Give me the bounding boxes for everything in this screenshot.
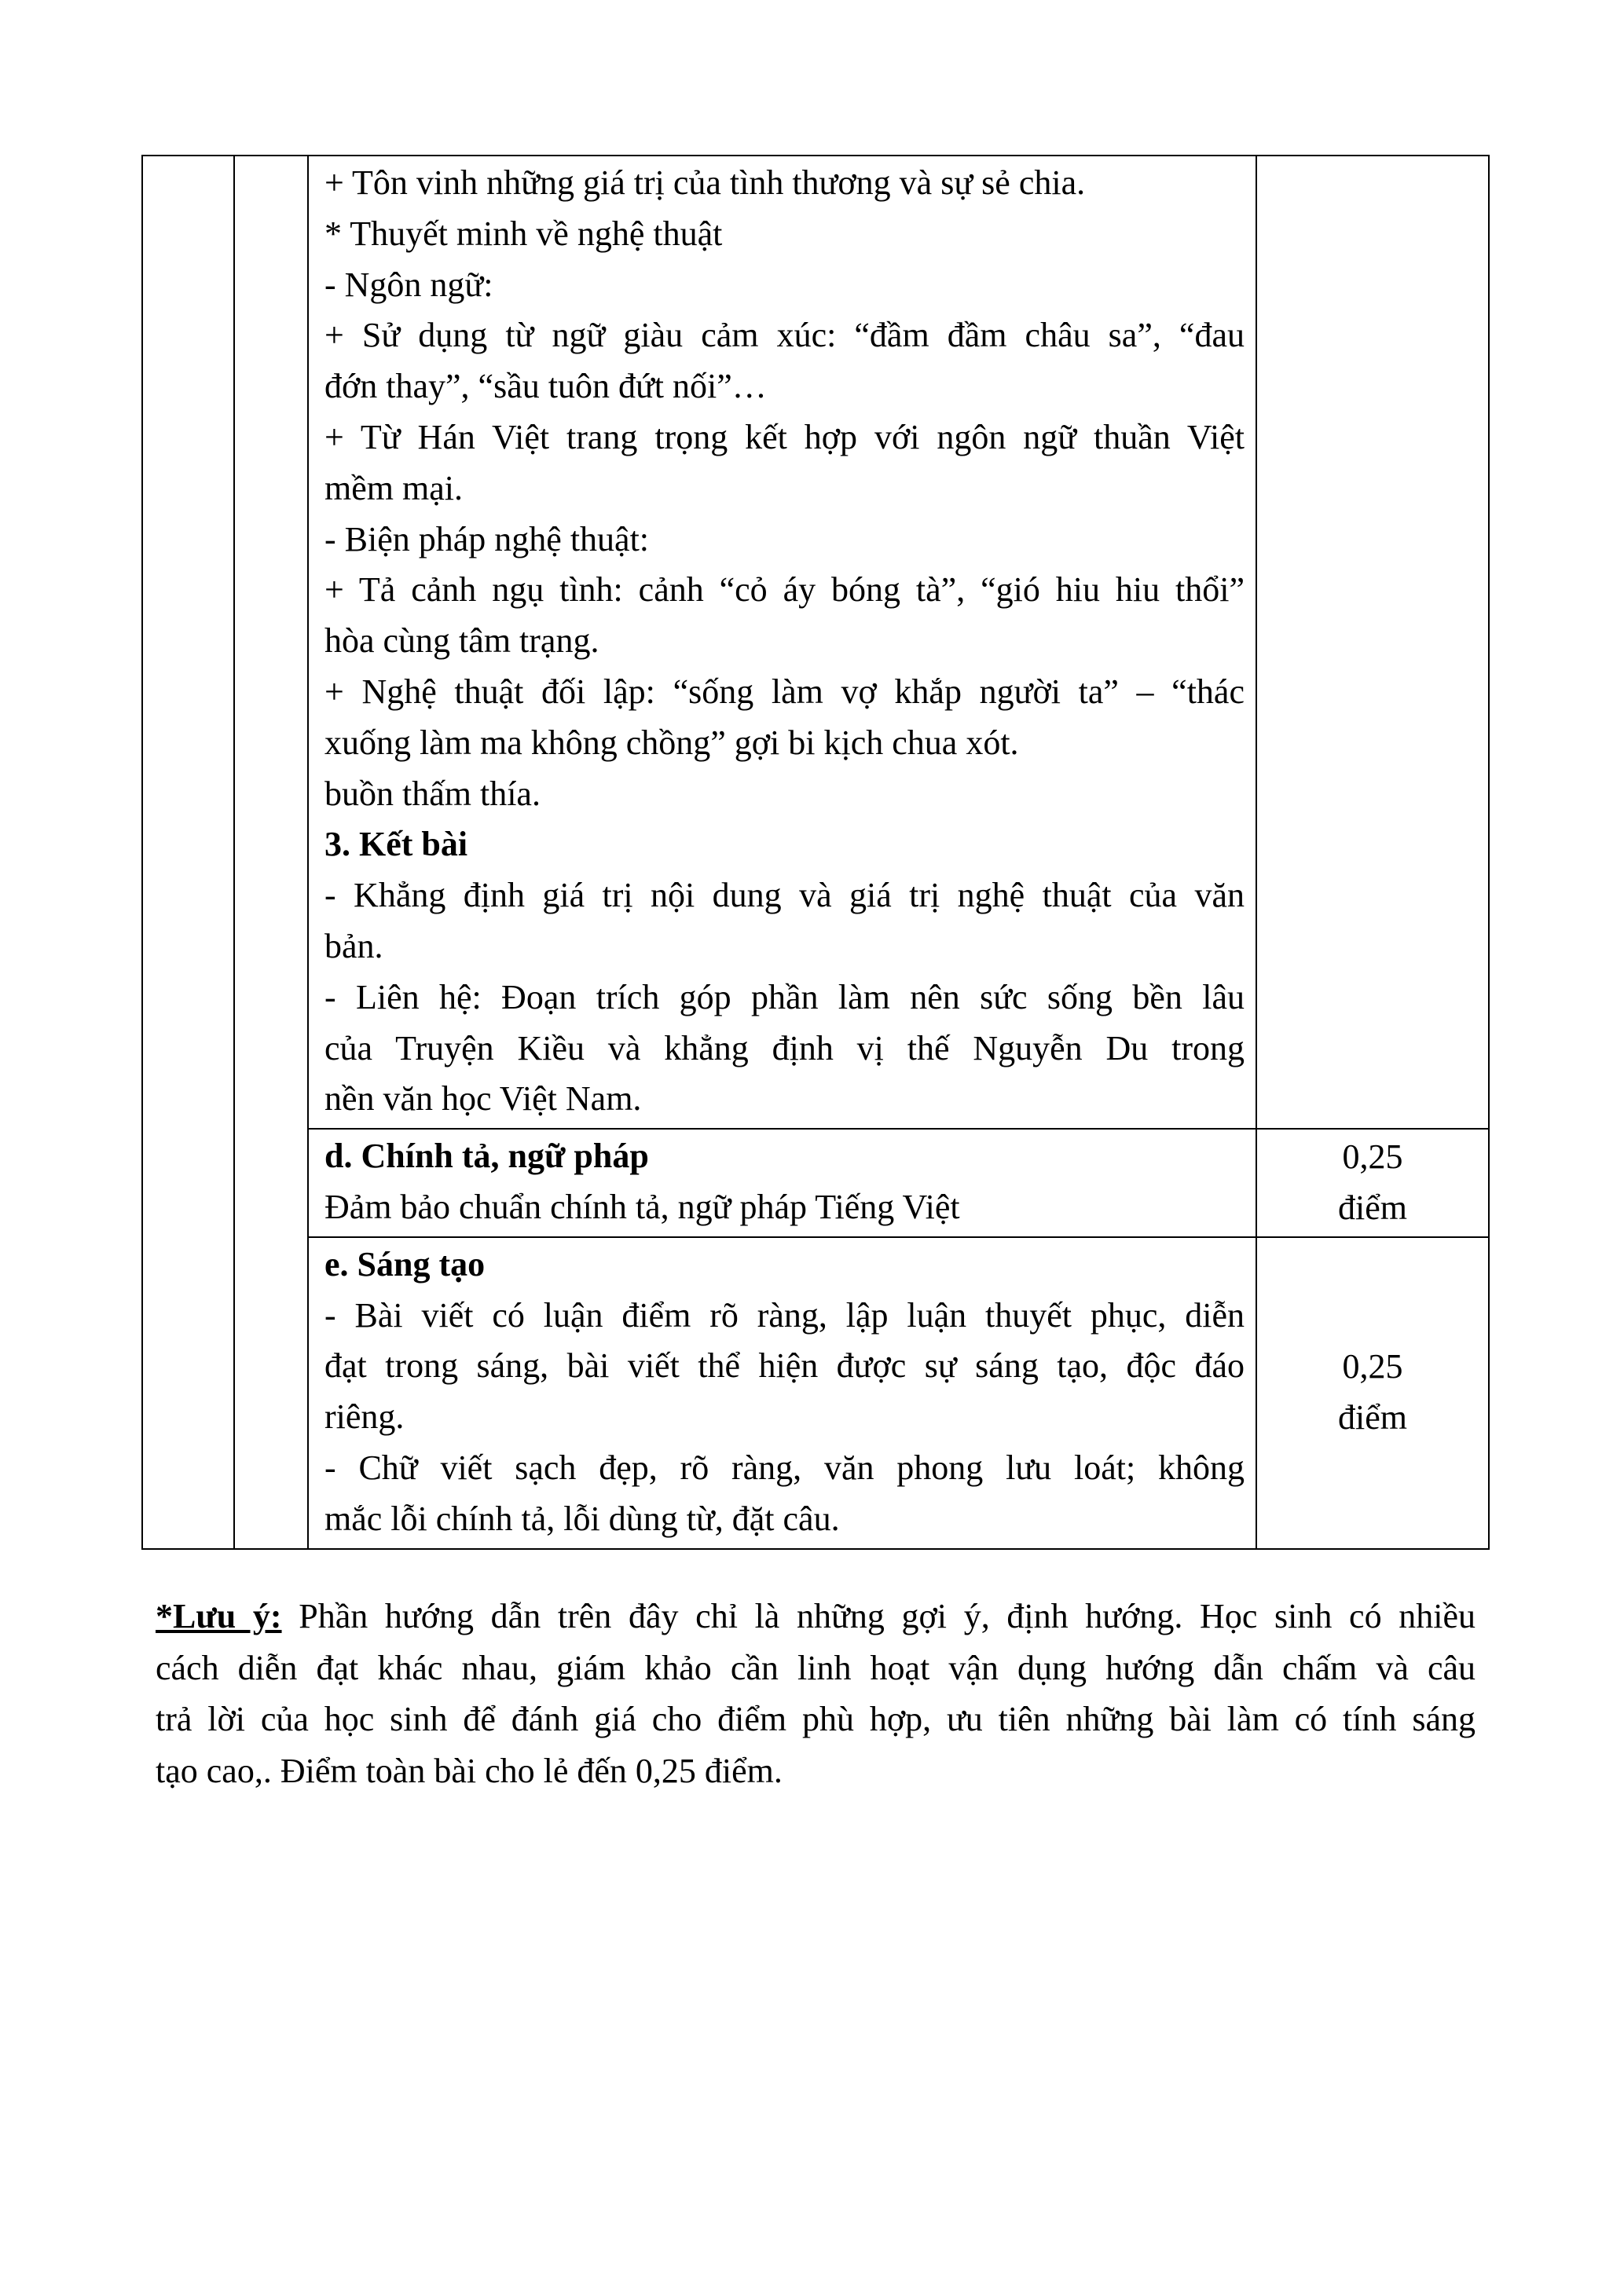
score-cell	[1256, 156, 1489, 1129]
text-line: * Thuyết minh về nghệ thuật	[324, 214, 723, 253]
text-line: + Từ Hán Việt trang trọng kết hợp với ngôn ngữ thuần Việt	[324, 417, 1245, 456]
note-text: cách diễn đạt khác nhau, giám khảo cần linh hoạt vận dụng hướng dẫn chấm và câu	[156, 1648, 1476, 1687]
table-row	[142, 156, 1489, 1129]
score-cell	[1256, 1237, 1489, 1549]
text-line: - Biện pháp nghệ thuật:	[324, 519, 650, 558]
text-line: - Chữ viết sạch đẹp, rõ ràng, văn phong lưu loát; không	[324, 1448, 1245, 1487]
text-line: xuống làm ma không chồng” gợi bi kịch chua xót.	[324, 723, 1019, 762]
text-line: của Truyện Kiều và khẳng định vị thế Nguyễn Du trong	[324, 1028, 1245, 1067]
text-line: đớn thay”, “sầu tuôn đứt nối”…	[324, 367, 767, 406]
score-text: điểm	[1338, 1398, 1407, 1437]
content-cell	[308, 1237, 1256, 1549]
score-text: 0,25	[1342, 1137, 1403, 1177]
empty-cell	[142, 156, 234, 1549]
text-line: đạt trong sáng, bài viết thể hiện được sự sáng tạo, độc đáo	[324, 1346, 1245, 1386]
note-text: trả lời của học sinh để đánh giá cho điểm phù hợp, ưu tiên những bài làm có tính sáng	[156, 1700, 1476, 1738]
table-row	[142, 1129, 1489, 1237]
text-line: + Tả cảnh ngụ tình: cảnh “cỏ áy bóng tà”, “gió hiu hiu thổi”	[324, 570, 1245, 610]
score-text: 0,25	[1342, 1347, 1403, 1386]
text-line: hòa cùng tâm trạng.	[324, 621, 599, 661]
text-line: buồn thấm thía.	[324, 774, 541, 813]
section-heading: d. Chính tả, ngữ pháp	[324, 1137, 649, 1176]
score-text: điểm	[1338, 1188, 1407, 1227]
content-cell	[308, 1129, 1256, 1237]
text-line: + Tôn vinh những giá trị của tình thương và sự sẻ chia.	[324, 163, 1086, 202]
text-line: - Ngôn ngữ:	[324, 265, 493, 304]
text-line: nền văn học Việt Nam.	[324, 1079, 642, 1119]
note-line	[156, 1591, 1476, 1642]
table-row	[142, 1237, 1489, 1549]
text-line: - Bài viết có luận điểm rõ ràng, lập luận thuyết phục, diễn	[324, 1295, 1245, 1335]
note-line	[156, 1694, 1476, 1745]
text-line: + Sử dụng từ ngữ giàu cảm xúc: “đầm đầm châu sa”, “đau	[324, 316, 1245, 355]
note-text: tạo cao,. Điểm toàn bài cho lẻ đến 0,25 điểm.	[156, 1751, 783, 1790]
note-label: *Lưu ý:	[156, 1597, 282, 1635]
text-line: mắc lỗi chính tả, lỗi dùng từ, đặt câu.	[324, 1499, 840, 1538]
text-line: mềm mại.	[324, 468, 463, 507]
section-heading: e. Sáng tạo	[324, 1244, 486, 1283]
section-heading: 3. Kết bài	[324, 825, 468, 864]
note-paragraph	[156, 1591, 1476, 1796]
text-line: - Liên hệ: Đoạn trích góp phần làm nên sức sống bền lâu	[324, 977, 1245, 1016]
note-line	[156, 1745, 1476, 1797]
grading-table	[141, 155, 1490, 1550]
text-line: - Khẳng định giá trị nội dung và giá trị nghệ thuật của văn	[324, 876, 1245, 915]
text-line: + Nghệ thuật đối lập: “sống làm vợ khắp người ta” – “thác	[324, 672, 1245, 711]
note-line	[156, 1642, 1476, 1694]
text-line: bản.	[324, 926, 383, 965]
note-text: Phần hướng dẫn trên đây chỉ là những gợi ý, định hướng. Học sinh có nhiều	[299, 1597, 1476, 1635]
empty-cell	[234, 156, 308, 1549]
text-line: riêng.	[324, 1397, 405, 1437]
text-line: Đảm bảo chuẩn chính tả, ngữ pháp Tiếng Việt	[324, 1187, 960, 1226]
content-cell	[308, 156, 1256, 1129]
score-cell	[1256, 1129, 1489, 1237]
